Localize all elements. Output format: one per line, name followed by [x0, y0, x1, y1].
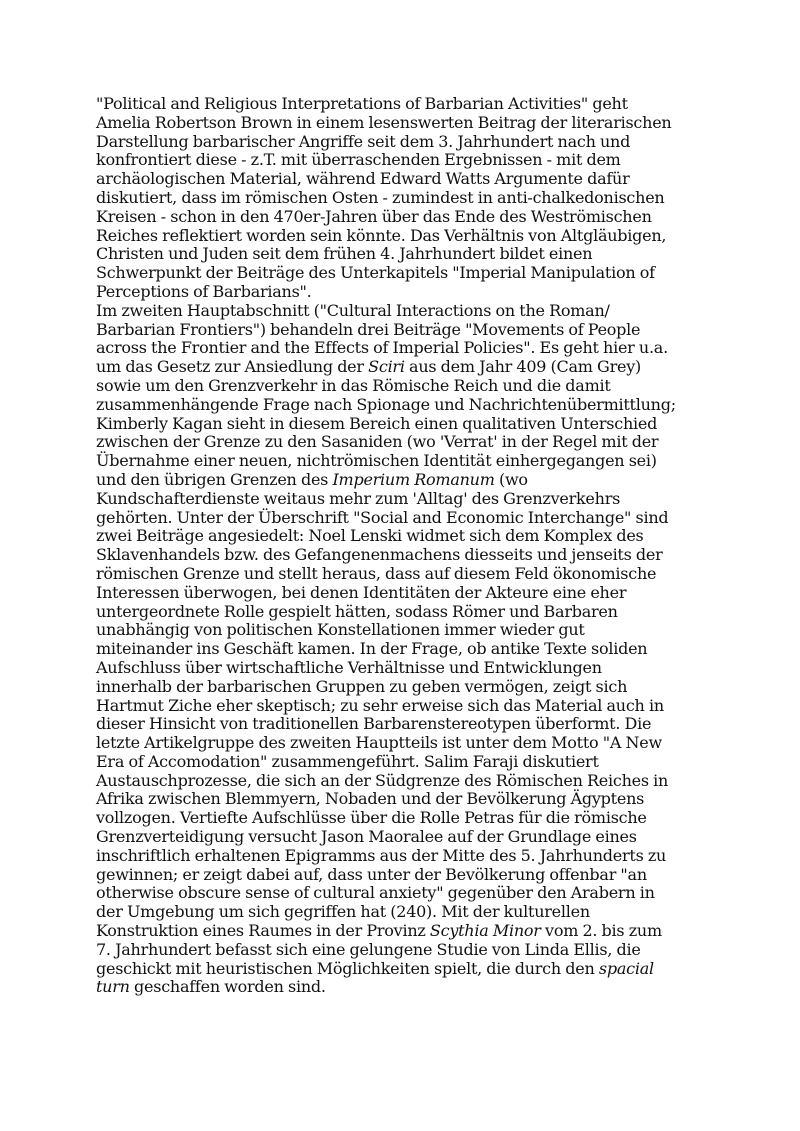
- text-segment: innerhalb der barbarischen Gruppen zu geben vermögen, zeigt sich: [96, 676, 628, 696]
- text-line: [96, 734, 716, 753]
- text-line: [96, 978, 716, 997]
- text-segment: um das Gesetz zur Ansiedlung der: [96, 357, 369, 377]
- text-line: [96, 490, 716, 509]
- text-segment: Übernahme einer neuen, nichtrömischen Identität einhergegangen sei): [96, 451, 657, 471]
- text-segment: Aufschluss über wirtschaftliche Verhältnisse und Entwicklungen: [96, 657, 602, 677]
- text-segment: Kundschafterdienste weitaus mehr zum 'Alltag' des Grenzverkehrs: [96, 488, 621, 508]
- text-segment: Kreisen - schon in den 470er-Jahren über das Ende des Weströmischen: [96, 206, 652, 226]
- text-segment: Interessen überwogen, bei denen Identitäten der Akteure eine eher: [96, 582, 627, 602]
- text-line: [96, 772, 716, 791]
- text-line: [96, 283, 716, 302]
- text-segment: und den übrigen Grenzen des: [96, 469, 333, 489]
- text-line: [96, 208, 716, 227]
- text-line: [96, 790, 716, 809]
- text-line: [96, 697, 716, 716]
- text-line: [96, 527, 716, 546]
- text-line: [96, 884, 716, 903]
- text-line: [96, 151, 716, 170]
- text-segment: archäologischen Material, während Edward Watts Argumente dafür: [96, 169, 630, 189]
- text-segment: römischen Grenze und stellt heraus, dass auf diesem Feld ökonomische: [96, 563, 657, 583]
- document-body: [96, 95, 716, 997]
- text-line: [96, 847, 716, 866]
- text-line: [96, 828, 716, 847]
- text-segment: Hartmut Ziche eher skeptisch; zu sehr erweise sich das Material auch in: [96, 695, 664, 715]
- text-segment: sowie um den Grenzverkehr in das Römische Reich und die damit: [96, 375, 611, 395]
- text-line: [96, 471, 716, 490]
- text-segment: Darstellung barbarischer Angriffe seit dem 3. Jahrhundert nach und: [96, 131, 631, 151]
- text-line: [96, 452, 716, 471]
- text-line: [96, 659, 716, 678]
- text-line: [96, 941, 716, 960]
- text-line: [96, 245, 716, 264]
- text-segment: Kimberly Kagan sieht in diesem Bereich einen qualitativen Unterschied: [96, 413, 658, 433]
- document-page: [96, 95, 716, 997]
- text-segment: Perceptions of Barbarians".: [96, 281, 312, 301]
- text-segment: letzte Artikelgruppe des zweiten Hauptteils ist unter dem Motto "A New: [96, 733, 662, 753]
- text-line: [96, 114, 716, 133]
- text-segment: vom 2. bis zum: [540, 921, 662, 941]
- text-segment: Era of Accomodation" zusammengeführt. Salim Faraji diskutiert: [96, 751, 599, 771]
- text-line: [96, 396, 716, 415]
- italic-text: spacial: [598, 958, 654, 978]
- text-segment: Im zweiten Hauptabschnitt ("Cultural Interactions on the Roman/: [96, 300, 610, 320]
- italic-text: Imperium Romanum: [332, 469, 495, 489]
- text-segment: Amelia Robertson Brown in einem lesenswerten Beitrag der literarischen: [96, 112, 672, 132]
- text-line: [96, 640, 716, 659]
- text-line: [96, 903, 716, 922]
- italic-text: Sciri: [368, 357, 405, 377]
- text-segment: Schwerpunkt der Beiträge des Unterkapitels "Imperial Manipulation of: [96, 263, 655, 283]
- text-segment: Barbarian Frontiers") behandeln drei Beiträge "Movements of People: [96, 319, 641, 339]
- text-line: [96, 377, 716, 396]
- text-line: [96, 339, 716, 358]
- text-segment: konfrontiert diese - z.T. mit überraschenden Ergebnissen - mit dem: [96, 150, 621, 170]
- paragraph: [96, 302, 716, 997]
- text-line: [96, 621, 716, 640]
- text-line: [96, 321, 716, 340]
- text-segment: Afrika zwischen Blemmyern, Nobaden und der Bevölkerung Ägyptens: [96, 789, 645, 809]
- text-line: [96, 565, 716, 584]
- text-line: [96, 509, 716, 528]
- italic-text: Scythia Minor: [429, 921, 541, 941]
- italic-text: turn: [96, 977, 130, 997]
- text-segment: zwischen der Grenze zu den Sasaniden (wo 'Verrat' in der Regel mit der: [96, 432, 659, 452]
- text-segment: Austauschprozesse, die sich an der Südgrenze des Römischen Reiches in: [96, 770, 669, 790]
- text-segment: geschaffen worden sind.: [129, 977, 326, 997]
- text-line: [96, 264, 716, 283]
- text-segment: Reiches reflektiert worden sein könnte. Das Verhältnis von Altgläubigen,: [96, 225, 667, 245]
- text-segment: (wo: [494, 469, 528, 489]
- text-segment: Grenzverteidigung versucht Jason Maoralee auf der Grundlage eines: [96, 827, 637, 847]
- text-segment: gehörten. Unter der Überschrift "Social and Economic Interchange" sind: [96, 507, 669, 527]
- text-line: [96, 170, 716, 189]
- text-segment: diskutiert, dass im römischen Osten - zumindest in anti-chalkedonischen: [96, 187, 665, 207]
- text-segment: gewinnen; er zeigt dabei auf, dass unter der Bevölkerung offenbar "an: [96, 864, 647, 884]
- text-line: [96, 227, 716, 246]
- text-segment: Sklavenhandels bzw. des Gefangenenmachens diesseits und jenseits der: [96, 545, 663, 565]
- text-line: [96, 95, 716, 114]
- text-segment: vollzogen. Vertiefte Aufschlüsse über die Rolle Petras für die römische: [96, 808, 647, 828]
- text-segment: zwei Beiträge angesiedelt: Noel Lenski widmet sich dem Komplex des: [96, 526, 644, 546]
- text-line: [96, 715, 716, 734]
- text-segment: Christen und Juden seit dem frühen 4. Jahrhundert bildet einen: [96, 244, 593, 264]
- text-segment: geschickt mit heuristischen Möglichkeiten spielt, die durch den: [96, 958, 599, 978]
- paragraph: [96, 95, 716, 302]
- text-line: [96, 189, 716, 208]
- text-line: [96, 546, 716, 565]
- text-segment: 7. Jahrhundert befasst sich eine gelungene Studie von Linda Ellis, die: [96, 939, 641, 959]
- text-segment: inschriftlich erhaltenen Epigramms aus der Mitte des 5. Jahrhunderts zu: [96, 845, 667, 865]
- text-line: [96, 753, 716, 772]
- text-segment: der Umgebung um sich gegriffen hat (240). Mit der kulturellen: [96, 902, 590, 922]
- text-line: [96, 960, 716, 979]
- text-line: [96, 866, 716, 885]
- text-line: [96, 415, 716, 434]
- text-line: [96, 922, 716, 941]
- text-line: [96, 603, 716, 622]
- text-line: [96, 809, 716, 828]
- text-segment: otherwise obscure sense of cultural anxiety" gegenüber den Arabern in: [96, 883, 655, 903]
- text-segment: untergeordnete Rolle gespielt hätten, sodass Römer und Barbaren: [96, 601, 618, 621]
- text-segment: aus dem Jahr 409 (Cam Grey): [404, 357, 641, 377]
- text-line: [96, 433, 716, 452]
- text-line: [96, 302, 716, 321]
- text-segment: "Political and Religious Interpretations of Barbarian Activities" geht: [96, 94, 628, 113]
- text-segment: Konstruktion eines Raumes in der Provinz: [96, 921, 430, 941]
- text-line: [96, 678, 716, 697]
- text-segment: zusammenhängende Frage nach Spionage und Nachrichtenübermittlung;: [96, 394, 676, 414]
- text-segment: miteinander ins Geschäft kamen. In der Frage, ob antike Texte soliden: [96, 639, 648, 659]
- text-segment: unabhängig von politischen Konstellationen immer wieder gut: [96, 620, 585, 640]
- text-line: [96, 358, 716, 377]
- text-segment: dieser Hinsicht von traditionellen Barbarenstereotypen überformt. Die: [96, 714, 652, 734]
- text-line: [96, 584, 716, 603]
- text-line: [96, 133, 716, 152]
- text-segment: across the Frontier and the Effects of Imperial Policies". Es geht hier u.a.: [96, 338, 668, 358]
